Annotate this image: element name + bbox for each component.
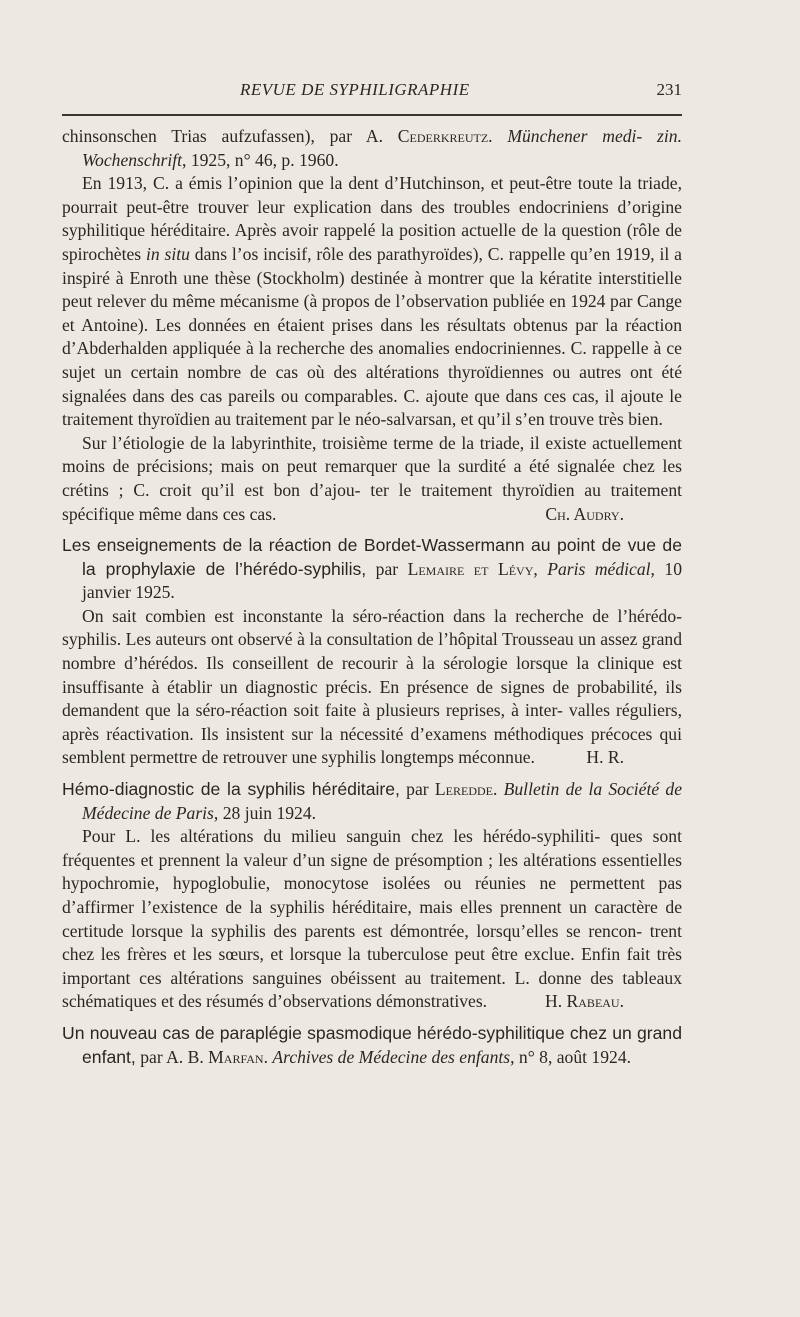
text-run: , bbox=[533, 558, 548, 579]
signature: H. R. bbox=[586, 747, 624, 768]
page-header bbox=[62, 80, 682, 100]
spacer bbox=[62, 526, 682, 534]
text-run: , 10 janvier 1925. bbox=[82, 558, 682, 603]
text-run: par bbox=[399, 779, 435, 800]
article-heading-2 bbox=[62, 778, 682, 825]
text-run: En 1913, C. a émis l’opinion que la dent d’Hutchinson, et peut-être toute la triade, pourrait peut-être trouver leur explication dans des troubles endocriniens d’origine syphilitique héréditaire. Après avoir rappelé la position actuelle de la question (rôle de spirochètes bbox=[62, 173, 682, 264]
article-title: Hémo-diagnostic de la syphilis héréditaire, bbox=[62, 779, 400, 800]
signature: Ch. Audry. bbox=[545, 503, 624, 524]
journal-title: Archives de Médecine des enfants bbox=[272, 1046, 511, 1067]
paragraph-3 bbox=[62, 605, 682, 770]
italic-term: in situ bbox=[146, 243, 190, 264]
text-run: par A. B. bbox=[135, 1046, 209, 1067]
page-number: 231 bbox=[656, 80, 682, 99]
text-run: chinsonschen Trias aufzufassen), par A. bbox=[62, 126, 383, 146]
article-title: Les enseignements de la réaction de Bordet-Wassermann au point de vue de la prophylaxie de l’hérédo-syphilis, bbox=[62, 535, 682, 579]
text-run: Sur l’étiologie de la labyrinthite, troisième terme de la triade, il existe actuellement moins de précisions; mais on peut remarquer que la surdité a été signalée chez les crétins ; C. croit qu’il est bon d’ajou- ter le traitement thyroïdien au traitement spécifique même dans ces cas. bbox=[62, 432, 682, 524]
text-run: On sait combien est inconstante la séro-réaction dans la recherche de l’hérédo-syphilis. Les auteurs ont observé à la consultation de l’hôpital Trousseau un assez grand nombre d’hérédos. Ils conseillent de recourir à la sérologie lorsque la clinique est insuffisante à établir un diagnostic précis. En présence de signes de probabilité, ils demandent que la séro-réaction soit faite à plusieurs reprises, à inter- valles réguliers, après réactivation. Ils insistent sur la nécessité d’examens méthodiques précoces qui semblent permettre de retrouver une syphilis longtemps méconnue. bbox=[62, 605, 682, 768]
author-name: Cederkreutz bbox=[397, 126, 489, 146]
text-run: . bbox=[492, 779, 504, 800]
text-run: . bbox=[488, 126, 508, 146]
paragraph-2 bbox=[62, 432, 682, 526]
text-run: dans l’os incisif, rôle des parathyroïdes), C. rappelle qu’en 1919, il a inspiré à Enroth une thèse (Stockholm) destinée à montrer que la kératite interstitielle peut relever du même mécanisme (à propos de l’observation publiée en 1924 par Cange et Antoine). Les données en étaient prises dans les résultats obtenus par la réaction d’Abderhalden appliquée à la recherche des anomalies endocriniennes. C. rappelle à ce sujet un certain nombre de cas où des altérations thyroïdiennes ou autres ont été signalées dans des cas pareils ou comparables. C. ajoute que dans ces cas, il ajoute le traitement thyroïdien au traitement par le néo-salvarsan, et qu’il s’en trouve très bien. bbox=[62, 243, 682, 430]
running-title: REVUE DE SYPHILIGRAPHIE bbox=[240, 80, 470, 99]
paragraph-1 bbox=[62, 172, 682, 432]
journal-title: Münchener medi- zin. Wochenschrift bbox=[82, 126, 682, 170]
text-run: , 1925, n° 46, p. 1960. bbox=[182, 149, 339, 170]
journal-title: Bulletin de la Société de Médecine de Paris bbox=[82, 779, 683, 823]
author-name: Leredde bbox=[434, 779, 493, 800]
body-text bbox=[62, 125, 682, 1069]
spacer bbox=[62, 1014, 682, 1022]
signature: H. Rabeau. bbox=[545, 991, 624, 1012]
author-name: Marfan bbox=[208, 1046, 264, 1067]
article-title: Un nouveau cas de paraplégie spasmodique hérédo-syphilitique chez un grand enfant, bbox=[62, 1022, 682, 1067]
journal-title: Paris médical bbox=[547, 558, 651, 579]
header-rule bbox=[62, 114, 682, 116]
paragraph-0 bbox=[62, 125, 682, 172]
spacer bbox=[62, 770, 682, 778]
text-run: , 28 juin 1924. bbox=[213, 802, 317, 823]
text-run: . bbox=[263, 1046, 273, 1067]
paragraph-4 bbox=[62, 825, 682, 1014]
text-run: Pour L. les altérations du milieu sanguin chez les hérédo-syphiliti- ques sont fréquentes et prennent la valeur d’un signe de présomption ; les altérations essentielles hypochromie, hypoglobulie, monocytose isolées ou réunies ne permettent pas d’affirmer l’existence de la syphilis héréditaire, mais elles prennent un caractère de certitude lorsque la syphilis des parents est démontrée, lorsqu’elles se rencon- trent chez les frères et les sœurs, et lorsque la tuberculose peut être exclue. Enfin fait très important ces altérations sanguines obéissent au traitement. L. donne des tableaux schématiques et des résumés d’observations démonstratives. bbox=[62, 826, 682, 1012]
article-heading-1 bbox=[62, 534, 682, 605]
author-name: Lemaire et Lévy bbox=[407, 558, 534, 579]
text-run: , n° 8, août 1924. bbox=[510, 1046, 632, 1067]
article-heading-3 bbox=[62, 1022, 682, 1069]
text-run: par bbox=[366, 558, 408, 579]
